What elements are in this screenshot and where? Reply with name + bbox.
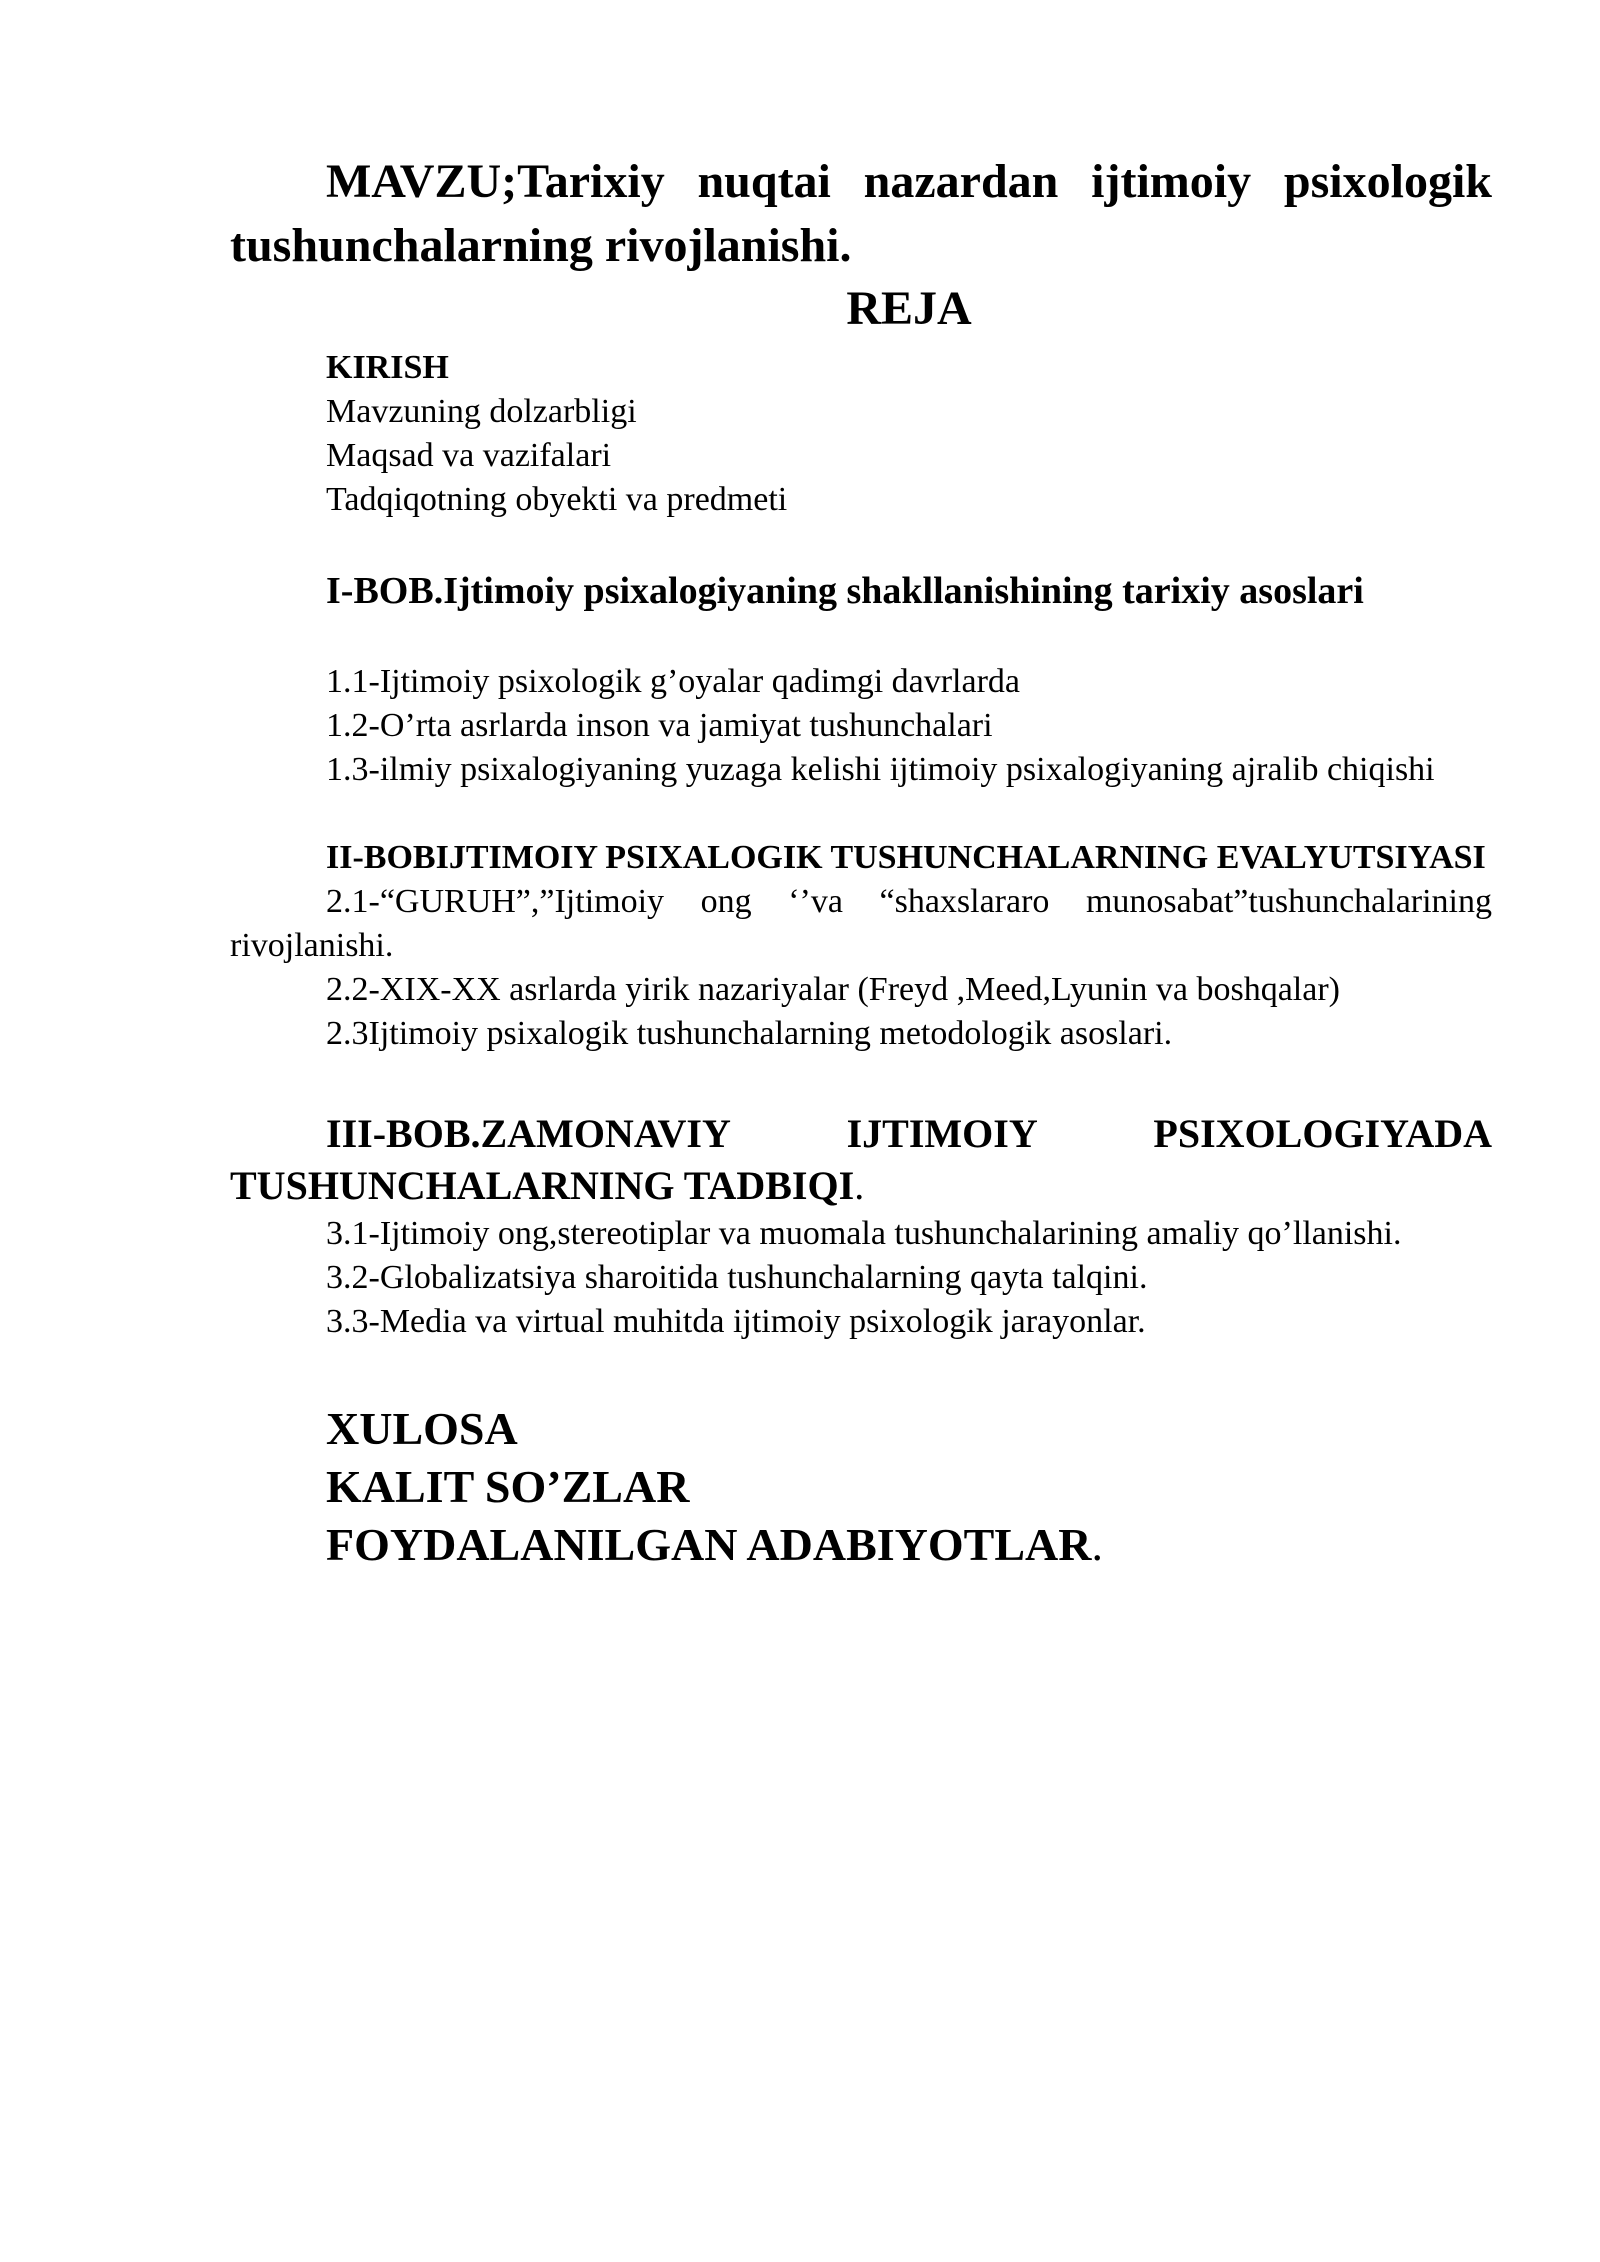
intro-item: Mavzuning dolzarbligi (326, 393, 637, 430)
document-title: MAVZU;Tarixiy nuqtai nazardan ijtimoiy psixologik tushunchalarning rivojlanishi. (230, 155, 1492, 272)
section-item: 3.3-Media va virtual muhitda ijtimoiy psixologik jarayonlar. (326, 1303, 1146, 1340)
chapter-heading-text: III-BOB.ZAMONAVIY IJTIMOIY PSIXOLOGIYADA TUSHUNCHALARNING TADBIQI (230, 1111, 1492, 1208)
chapter-3 (230, 1108, 1492, 1344)
intro-item: Maqsad va vazifalari (326, 437, 612, 474)
document-page (230, 150, 1492, 1574)
section-item: 3.1-Ijtimoiy ong,stereotiplar va muomala tushunchalarining amaliy qo’llanishi. (326, 1215, 1402, 1252)
references-heading (326, 1516, 1492, 1574)
section-item: 2.3Ijtimoiy psixalogik tushunchalarning metodologik asoslari. (326, 1015, 1173, 1052)
closing-section (230, 1400, 1492, 1574)
chapter-heading: II-BOBIJTIMOIY PSIXALOGIK TUSHUNCHALARNING EVALYUTSIYASI (326, 839, 1486, 876)
intro-heading: KIRISH (326, 349, 449, 386)
chapter-heading-tail: . (854, 1163, 865, 1208)
conclusion-heading: XULOSA (326, 1403, 518, 1454)
chapter-1 (230, 566, 1492, 792)
keywords-heading: KALIT SO’ZLAR (326, 1461, 690, 1512)
chapter-2 (230, 836, 1492, 1056)
intro-item: Tadqiqotning obyekti va predmeti (326, 481, 788, 518)
section-item: 2.2-XIX-XX asrlarda yirik nazariyalar (Freyd ,Meed,Lyunin va boshqalar) (326, 971, 1340, 1008)
chapter-heading: I-BOB.Ijtimoiy psixalogiyaning shakllanishining tarixiy asoslari (326, 570, 1364, 612)
section-item: 1.1-Ijtimoiy psixologik g’oyalar qadimgi davrlarda (326, 663, 1021, 700)
section-item: 3.2-Globalizatsiya sharoitida tushunchalarning qayta talqini. (326, 1259, 1148, 1296)
chapter-heading (230, 1108, 1492, 1212)
section-item: 1.3-ilmiy psixalogiyaning yuzaga kelishi ijtimoiy psixalogiyaning ajralib chiqishi (326, 751, 1435, 788)
section-item: 1.2-O’rta asrlarda inson va jamiyat tushunchalari (326, 707, 993, 744)
references-heading-text: FOYDALANILGAN ADABIYOTLAR (326, 1519, 1092, 1570)
intro-section (230, 346, 1492, 522)
section-item: 2.1-“GURUH”,”Ijtimoiy ong ‘’va “shaxslararo munosabat”tushunchalarining rivojlanishi. (230, 883, 1492, 964)
references-heading-tail: . (1091, 1519, 1103, 1570)
plan-heading: REJA (846, 282, 972, 335)
